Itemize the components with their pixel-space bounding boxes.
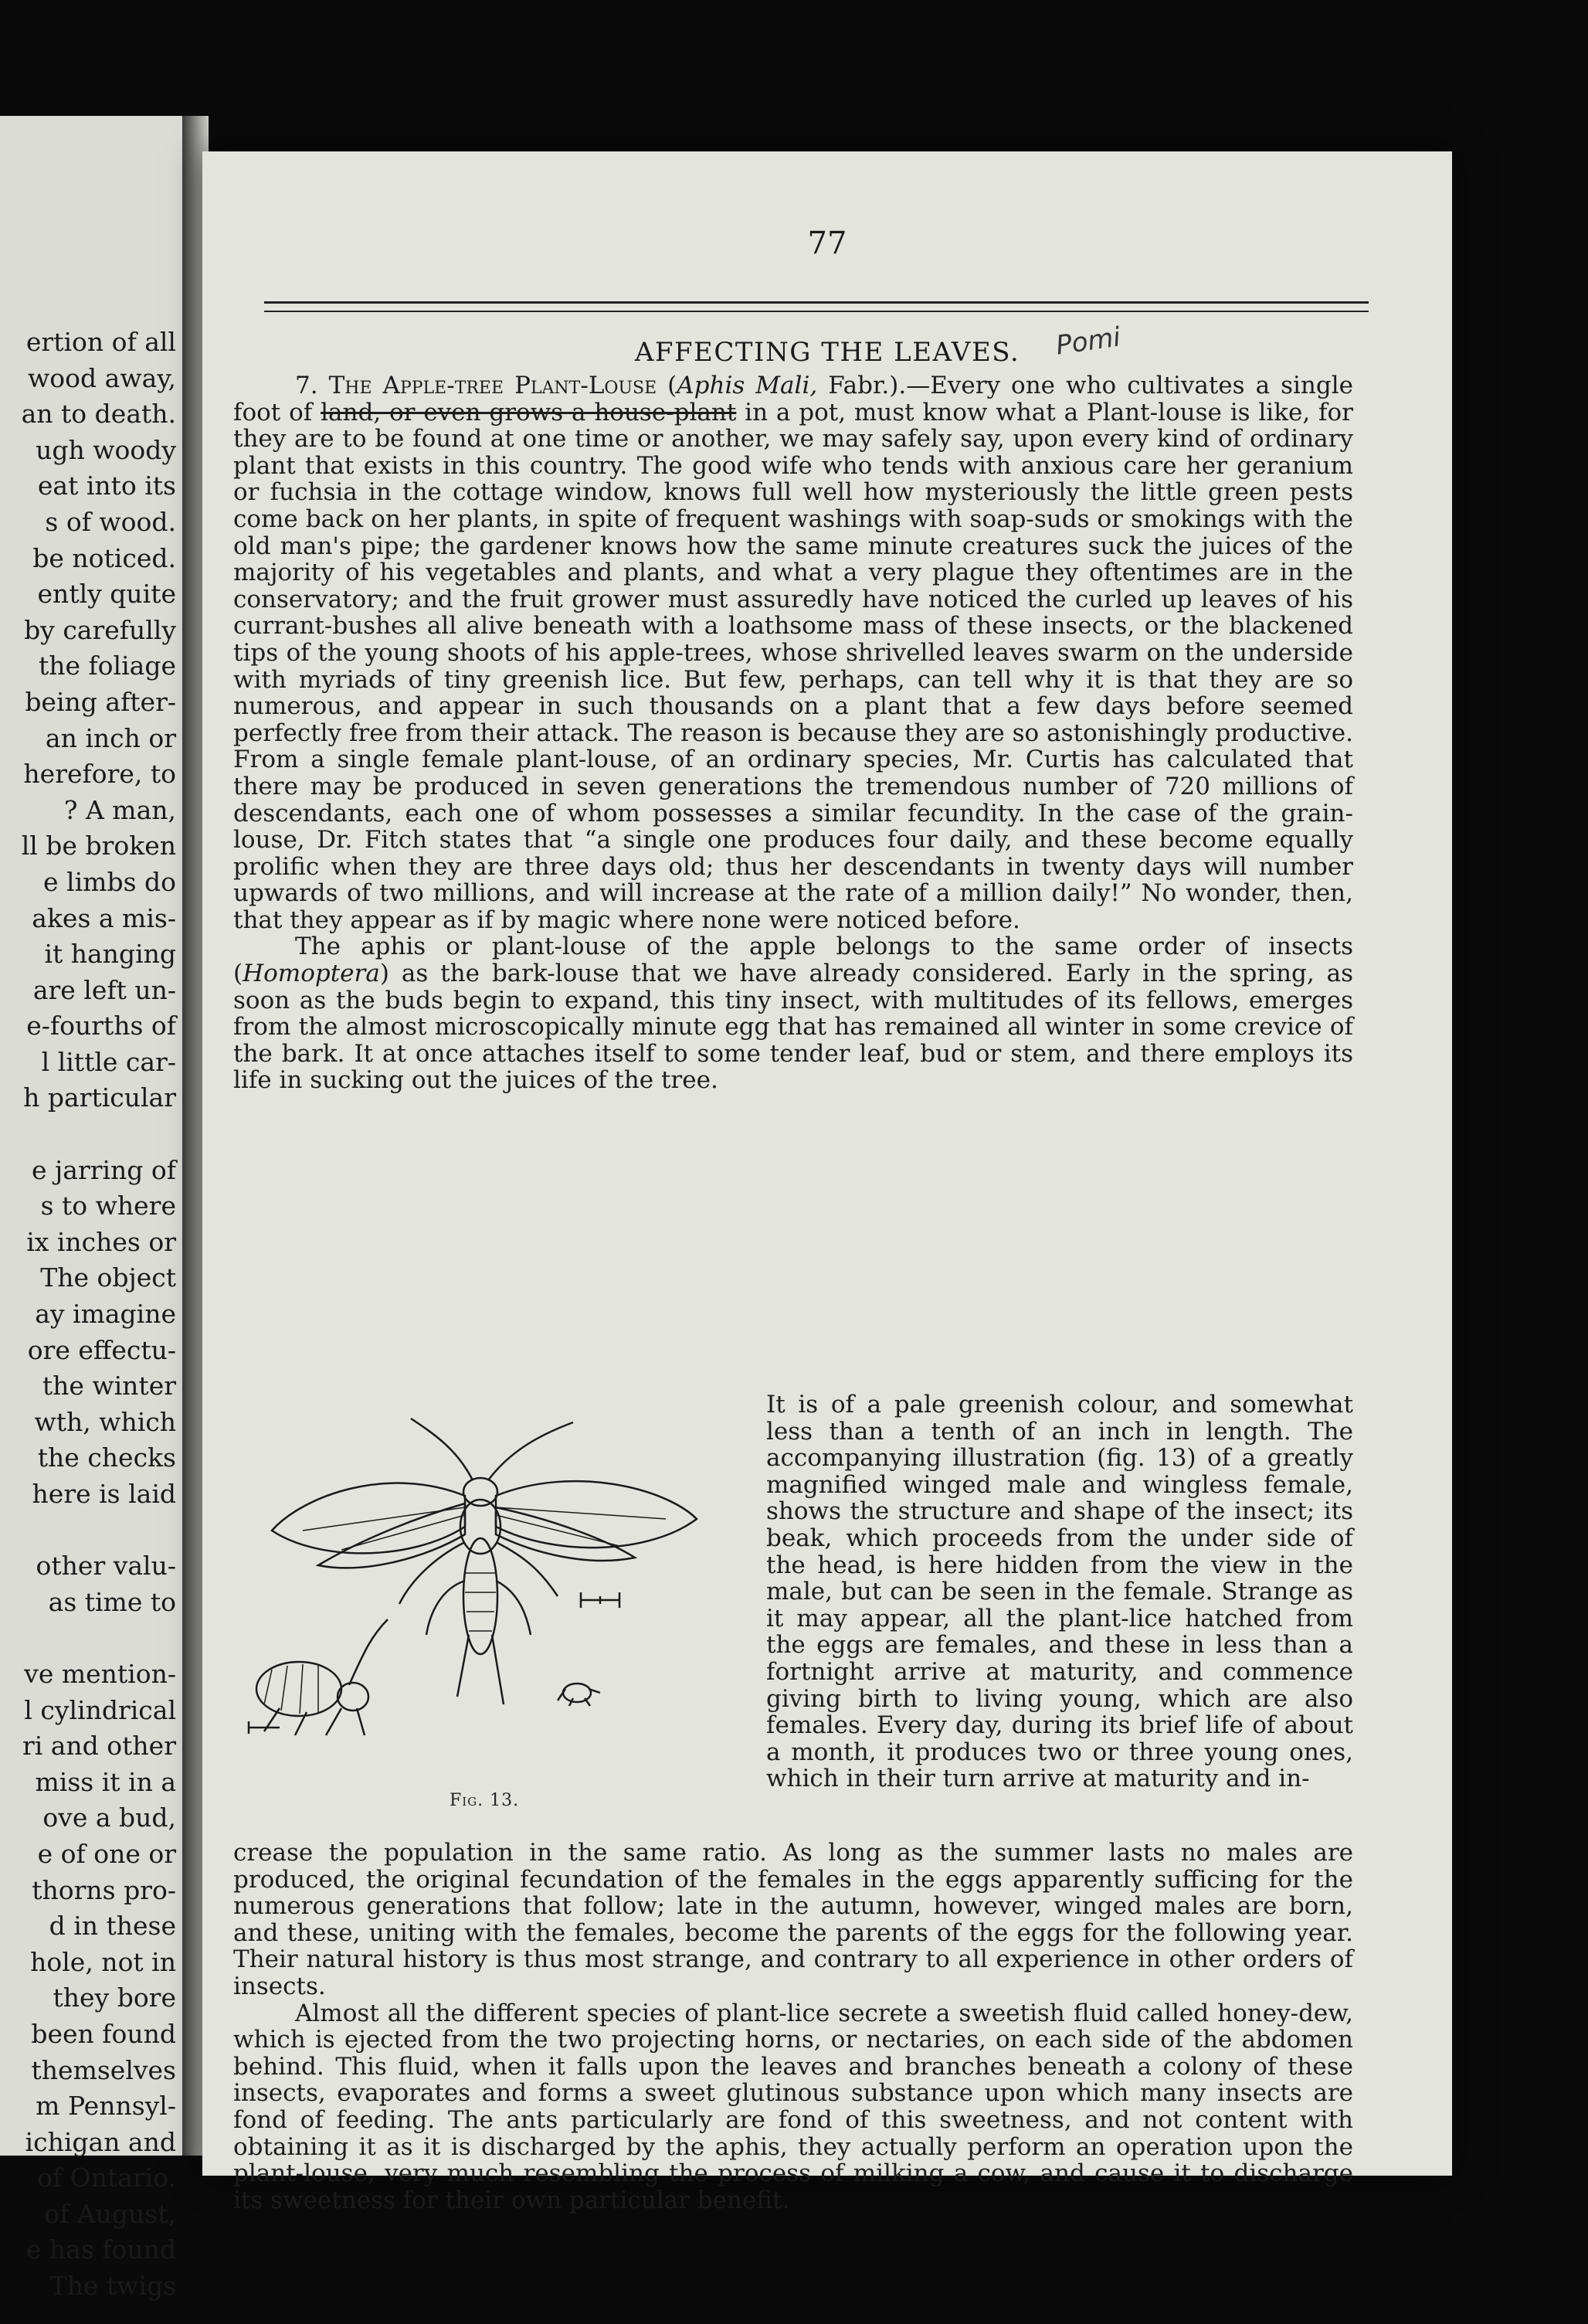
latin-name: Aphis Mali, — [677, 372, 818, 399]
section-title: The Apple-tree Plant-Louse — [328, 372, 657, 399]
previous-page-line: the checks — [37, 1442, 176, 1473]
previous-page-line: are left un- — [32, 974, 176, 1005]
figure-wrap-text: It is of a pale greenish colour, and somewhat less than a tenth of an inch in length. The accompanying illustration (fig. 13) of a greatly magnified winged male and wingless female, shows the structure and shape of the insect; its beak, which proceeds from the under side of the head, is here hidden from the view in the male, but can be seen in the female. Strange as it may appear, all the plant-lice hatched from the eggs are females, and these in less than a fortnight arrive at maturity, and commence giving birth to living young, which are also females. Every day, during its brief life of about a month, it produces two or three young ones, which in their turn arrive at maturity and in- — [766, 1391, 1353, 1793]
previous-page-line: of Ontario. — [37, 2163, 176, 2193]
paragraph-2-continued: crease the population in the same ratio. As long as the summer lasts no males are produced, the original fecundation of the females in the eggs apparently sufficing for the numerous generations that follow; late in the autumn, however, winged males are born, and these, uniting with the females, become the parents of the eggs for the following year. Their natural history is thus most strange, and contrary to all experience in other orders of insects. — [233, 1839, 1353, 2000]
previous-page-line: e jarring of — [32, 1154, 176, 1185]
section-text-top — [233, 372, 1353, 1094]
previous-page-line: The twigs — [49, 2271, 176, 2302]
previous-page-line: wood away, — [28, 362, 176, 393]
previous-page-line: here is laid — [32, 1479, 176, 1509]
previous-page-line: an inch or — [45, 722, 176, 753]
paragraph-3: Almost all the different species of plant-lice secrete a sweetish fluid called honey-dew, which is ejected from the two projecting horns, or nectaries, on each side of the abdomen behind. This fluid, when it falls upon the leaves and branches beneath a colony of these insects, evaporates and forms a sweet glutinous substance upon which many insects are fond of feeding. The ants particularly are fond of this sweetness, and not content with obtaining it as it is discharged by the aphis, they actually perform an operation upon the plant-louse, very much resembling the process of milking a cow, and cause it to discharge its sweetness for their own particular benefit. — [233, 1999, 1353, 2214]
previous-page-line: ichigan and — [25, 2126, 176, 2157]
previous-page-line: miss it in a — [35, 1766, 176, 1797]
previous-page-line: ugh woody — [36, 434, 176, 465]
previous-page-line: hole, not in — [30, 1946, 176, 1977]
header-rule — [264, 301, 1369, 304]
latin-author: Fabr.). — [828, 372, 907, 399]
figure-13 — [233, 1403, 735, 1751]
paragraph-1: 7. The Apple-tree Plant-Louse (Aphis Mali, Fabr.).—Every one who cultivates a single foot of land, or even grows a house-plant in a pot, must know what a Plant-louse is like, for they are to be found at one time or another, we may safely say, upon every kind of ordinary plant that exists in this country. The good wife who tends with anxious care her geranium or fuchsia in the cottage window, knows full well how mysteriously the little green pests come back on her plants, in spite of frequent washings with soap-suds or smokings with the old man's pipe; the gardener knows how the same minute creatures suck the juices of the majority of his vegetables and plants, and what a very plague they oftentimes are in the conservatory; and the fruit grower must assuredly have noticed the curled up leaves of his currant-bushes all alive beneath with a loathsome mass of these insects, or the blackened tips of the young shoots of his apple-trees, whose shrivelled leaves swarm on the underside with myriads of tiny greenish lice. But few, perhaps, can tell why it is that they are so numerous, and appear in such thousands on a plant that a few days before seemed perfectly free from their attack. The reason is because they are so astonishingly productive. From a single female plant-louse, of an ordinary species, Mr. Curtis has calculated that there may be produced in seven generations the tremendous number of 720 millions of descendants, each one of whom possesses a similar fecundity. In the case of the grain-louse, Dr. Fitch states that “a single one produces four daily, and these become equally prolific when they are three days old; thus her descendants in twenty days will number upwards of two millions, and will increase at the rate of a million daily!” No wonder, then, that they appear as if by magic where none were noticed before. — [233, 372, 1354, 934]
book-page — [202, 151, 1452, 2214]
figure-caption: Fig. 13. — [450, 1791, 520, 1810]
previous-page-line: ll be broken — [21, 831, 176, 861]
previous-page-line: l little car- — [41, 1046, 176, 1077]
previous-page-line: other valu- — [36, 1551, 176, 1582]
previous-page-line: the foliage — [38, 651, 176, 681]
previous-page-text — [22, 324, 176, 2305]
previous-page-line — [22, 1620, 176, 1656]
previous-page-line: herefore, to — [23, 759, 176, 790]
header-rule-thin — [264, 311, 1369, 312]
previous-page-line — [22, 1513, 176, 1549]
previous-page-line: e-fourths of — [26, 1011, 176, 1041]
previous-page-line: as time to — [48, 1586, 176, 1617]
previous-page-line: s of wood. — [45, 506, 176, 537]
previous-page-line: e has found — [25, 2234, 176, 2265]
previous-page-line: ore effectu- — [27, 1334, 176, 1365]
previous-page-line: being after- — [25, 686, 176, 717]
previous-page-line: thorns pro- — [32, 1874, 176, 1905]
handwritten-annotation: Pomi — [1054, 321, 1123, 362]
running-head: AFFECTING THE LEAVES. — [634, 337, 1020, 368]
previous-page-line: been found — [31, 2018, 176, 2049]
previous-page-line: The object — [40, 1262, 176, 1293]
small-aphid — [563, 1684, 591, 1702]
previous-page-line: ri and other — [22, 1731, 176, 1762]
previous-page-line: of August, — [44, 2198, 176, 2229]
struck-text: land, or even grows a house-plant — [321, 398, 737, 426]
previous-page-line: e of one or — [37, 1838, 176, 1869]
page-number: 77 — [807, 226, 847, 261]
section-text-bottom — [233, 1840, 1353, 2214]
previous-page-line: the winter — [42, 1371, 176, 1402]
previous-page-line: it hanging — [44, 939, 176, 970]
previous-page-line: e limbs do — [43, 866, 176, 897]
previous-page-line: m Pennsyl- — [36, 2091, 176, 2122]
previous-page-line: h particular — [23, 1082, 176, 1113]
previous-page-line: themselves — [31, 2054, 176, 2085]
previous-page-line — [22, 1116, 176, 1153]
aphid-illustration-icon — [233, 1403, 735, 1751]
previous-page-line: by carefully — [24, 614, 176, 645]
previous-page-line: d in these — [49, 1911, 176, 1942]
previous-page-line: akes a mis- — [32, 902, 176, 933]
previous-page-line: ay imagine — [35, 1299, 176, 1330]
previous-page-line: ix inches or — [26, 1226, 176, 1257]
previous-page-line: eat into its — [37, 471, 176, 501]
previous-page-line: ove a bud, — [42, 1802, 176, 1833]
previous-page-line: ertion of all — [25, 327, 176, 357]
previous-page-strip — [0, 116, 182, 2302]
previous-page-line: s to where — [40, 1191, 176, 1221]
paragraph-2: The aphis or plant-louse of the apple belongs to the same order of insects (Homoptera) as the bark-louse that we have already considered. Early in the spring, as soon as the buds begin to expand, this tiny insect, with multitudes of its fellows, emerges from the almost microscopically minute egg that has remained all winter in some crevice of the bark. It at once attaches itself to some tender leaf, bud or stem, and there employs its life in sucking out the juices of the tree. — [233, 933, 1353, 1095]
order-name: Homoptera — [243, 960, 380, 988]
section-number: 7. — [295, 372, 318, 399]
previous-page-line: ve mention- — [24, 1658, 176, 1689]
previous-page-line: they bore — [53, 1983, 176, 2013]
previous-page-line: l cylindrical — [24, 1694, 176, 1725]
previous-page-line: ? A man, — [63, 794, 176, 825]
previous-page-line: an to death. — [21, 399, 176, 430]
wingless-female — [256, 1662, 341, 1716]
previous-page-line: wth, which — [34, 1406, 176, 1437]
previous-page-line: be noticed. — [32, 542, 176, 573]
previous-page-line: ently quite — [37, 579, 176, 610]
